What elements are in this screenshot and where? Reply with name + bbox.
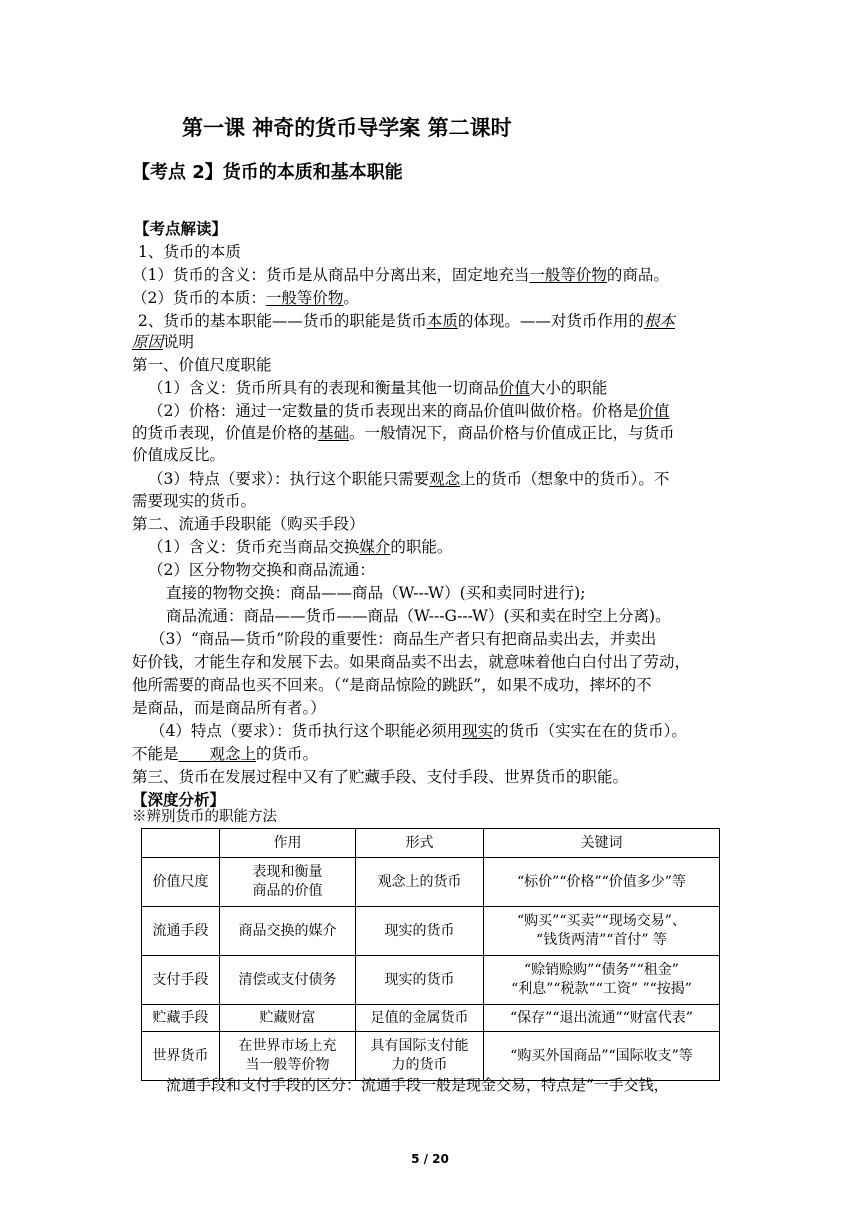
kaodian-jiedu-label: 【考点解读】 xyxy=(134,220,228,238)
table-cell: 表现和衡量 商品的价值 xyxy=(220,858,356,907)
table-cell: 观念上的货币 xyxy=(356,858,484,907)
table-header-cell: 关键词 xyxy=(484,829,720,858)
table-cell: 价值尺度 xyxy=(142,858,220,907)
table-cell: 流通手段 xyxy=(142,907,220,956)
money-definition-line: （1）货币的含义：货币是从商品中分离出来，固定地充当一般等价物的商品。 xyxy=(132,266,669,284)
function-2-barter: 直接的物物交换：商品——商品（W---W）(买和卖同时进行); xyxy=(166,584,586,602)
table-cell: 在世界市场上充 当一般等价物 xyxy=(220,1032,356,1081)
function-2-feature-line2: 不能是 观念上的货币。 xyxy=(132,745,319,763)
last-line: 流通手段和支付手段的区分：流通手段一般是现金交易，特点是“一手交钱， xyxy=(166,1076,669,1094)
page-title: 第一课 神奇的货币导学案 第二课时 xyxy=(182,116,512,140)
function-2-feature-line1: （4）特点（要求）：货币执行这个职能必须用现实的货币（实实在在的货币）。 xyxy=(150,722,687,740)
table-cell: “购买外国商品”“国际收支”等 xyxy=(484,1032,720,1081)
table-cell: 清偿或支付债务 xyxy=(220,956,356,1005)
function-2-definition: （1）含义：货币充当商品交换媒介的职能。 xyxy=(148,538,453,556)
subsection-1: 1、货币的本质 xyxy=(138,243,241,261)
table-row xyxy=(142,858,720,907)
function-1-price-line2: 的货币表现，价值是价格的基础。一般情况下，商品价格与价值成正比，与货币 xyxy=(132,424,675,442)
table-cell: “保存”“退出流通”“财富代表” xyxy=(484,1005,720,1032)
function-3-line: 第三、货币在发展过程中又有了贮藏手段、支付手段、世界货币的职能。 xyxy=(132,768,629,786)
table-header-cell xyxy=(142,829,220,858)
function-1-feature-line1: （3）特点（要求）：执行这个职能只需要观念上的货币（想象中的货币）。不 xyxy=(148,470,670,488)
function-2-importance-line4: 是商品，而是商品所有者。） xyxy=(132,699,326,717)
function-1-definition: （1）含义：货币所具有的表现和衡量其他一切商品价值大小的职能 xyxy=(148,379,608,397)
table-cell: “标价”“价格”“价值多少”等 xyxy=(484,858,720,907)
table-header-row xyxy=(142,829,720,858)
function-2-heading: 第二、流通手段职能（购买手段） xyxy=(132,515,365,533)
table-cell: 具有国际支付能 力的货币 xyxy=(356,1032,484,1081)
bianbie-label: ※辨别货币的职能方法 xyxy=(132,809,277,825)
section-heading: 【考点 2】货币的本质和基本职能 xyxy=(132,162,403,183)
money-essence-line: （2）货币的本质：一般等价物。 xyxy=(132,289,359,307)
table-cell: 世界货币 xyxy=(142,1032,220,1081)
table-row xyxy=(142,956,720,1005)
shendu-label: 【深度分析】 xyxy=(132,791,226,809)
function-1-feature-line2: 需要现实的货币。 xyxy=(132,492,257,510)
table-cell: 贮藏财富 xyxy=(220,1005,356,1032)
money-functions-table xyxy=(141,828,720,1081)
function-1-price-line3: 价值成反比。 xyxy=(132,446,226,464)
table-header-cell: 形式 xyxy=(356,829,484,858)
table-cell: 足值的金属货币 xyxy=(356,1005,484,1032)
function-1-price-line1: （2）价格：通过一定数量的货币表现出来的商品价值叫做价格。价格是价值 xyxy=(148,402,670,420)
function-2-importance-line3: 他所需要的商品也买不回来。（“是商品惊险的跳跃”，如果不成功，摔坏的不 xyxy=(132,676,652,694)
function-2-circulation: 商品流通：商品——货币——商品（W---G---W）(买和卖在时空上分离)。 xyxy=(166,607,671,625)
table-cell: 贮藏手段 xyxy=(142,1005,220,1032)
table-cell: 支付手段 xyxy=(142,956,220,1005)
table-cell: 现实的货币 xyxy=(356,907,484,956)
table-cell: “赊销赊购”“债务”“租金” “利息”“税款”“工资” ”“按揭” xyxy=(484,956,720,1005)
table-cell: 现实的货币 xyxy=(356,956,484,1005)
function-1-heading: 第一、价值尺度职能 xyxy=(132,356,272,374)
table-row xyxy=(142,1005,720,1032)
function-2-importance-line2: 好价钱，才能生存和发展下去。如果商品卖不出去，就意味着他白白付出了劳动， xyxy=(132,653,691,671)
table-cell: 商品交换的媒介 xyxy=(220,907,356,956)
table-header-cell: 作用 xyxy=(220,829,356,858)
function-2-distinguish: （2）区分物物交换和商品流通： xyxy=(148,561,375,579)
page-number: 5 / 20 xyxy=(411,1152,449,1166)
table-row xyxy=(142,907,720,956)
subsection-2-line1: 2、货币的基本职能——货币的职能是货币本质的体现。——对货币作用的根本 xyxy=(138,312,675,330)
subsection-2-line2: 原因说明 xyxy=(132,333,195,351)
table-cell: “购买”“买卖”“现场交易”、 “钱货两清”“首付” 等 xyxy=(484,907,720,956)
function-2-importance-line1: （3）“商品—货币”阶段的重要性：商品生产者只有把商品卖出去，并卖出 xyxy=(150,630,657,648)
